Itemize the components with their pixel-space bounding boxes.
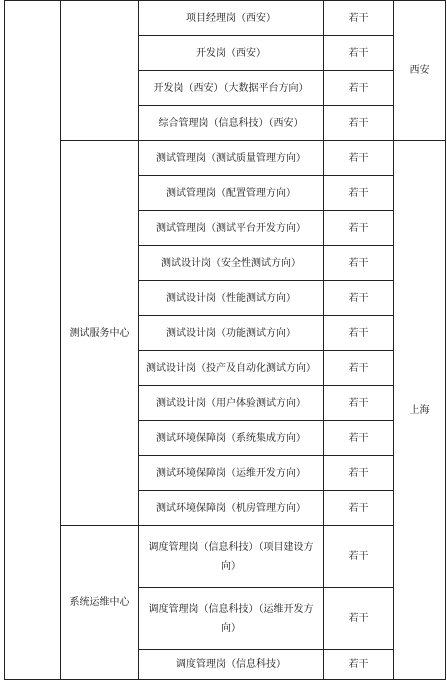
job-title: 测试管理岗（测试质量管理方向） [139,141,324,176]
job-quota: 若干 [324,588,394,650]
job-quota: 若干 [324,491,394,526]
job-title: 综合管理岗（信息科技）（西安） [139,106,324,141]
job-quota: 若干 [324,211,394,246]
job-quota: 若干 [324,36,394,71]
job-quota: 若干 [324,316,394,351]
department-cell: 系统运维中心 [61,526,139,680]
job-title: 项目经理岗（西安） [139,1,324,36]
job-table [4,0,446,680]
job-title: 开发岗（西安） [139,36,324,71]
left-margin-cell [5,1,61,680]
department-cell: 测试服务中心 [61,141,139,526]
job-quota: 若干 [324,1,394,36]
job-title: 测试管理岗（测试平台开发方向） [139,211,324,246]
job-title: 测试设计岗（投产及自动化测试方向） [139,351,324,386]
job-quota: 若干 [324,71,394,106]
job-title: 测试环境保障岗（机房管理方向） [139,491,324,526]
job-title: 测试设计岗（功能测试方向） [139,316,324,351]
job-title: 调度管理岗（信息科技）（项目建设方向） [139,526,324,588]
job-title: 测试环境保障岗（系统集成方向） [139,421,324,456]
department-cell [61,1,139,141]
table-row [5,141,446,176]
job-title: 测试设计岗（用户体验测试方向） [139,386,324,421]
job-title: 测试环境保障岗（运维开发方向） [139,456,324,491]
table-row [5,526,446,588]
job-quota: 若干 [324,176,394,211]
location-cell: 上海 [394,141,446,680]
job-quota: 若干 [324,650,394,680]
job-title: 测试设计岗（性能测试方向） [139,281,324,316]
job-quota: 若干 [324,106,394,141]
job-title: 测试设计岗（安全性测试方向） [139,246,324,281]
job-title: 测试管理岗（配置管理方向） [139,176,324,211]
job-quota: 若干 [324,351,394,386]
job-quota: 若干 [324,246,394,281]
job-title: 调度管理岗（信息科技）（运维开发方向） [139,588,324,650]
job-title: 开发岗（西安）（大数据平台方向） [139,71,324,106]
job-quota: 若干 [324,281,394,316]
job-quota: 若干 [324,141,394,176]
job-quota: 若干 [324,421,394,456]
job-title: 调度管理岗（信息科技） [139,650,324,680]
table-row [5,1,446,36]
job-quota: 若干 [324,526,394,588]
job-quota: 若干 [324,456,394,491]
job-quota: 若干 [324,386,394,421]
location-cell: 西安 [394,1,446,141]
